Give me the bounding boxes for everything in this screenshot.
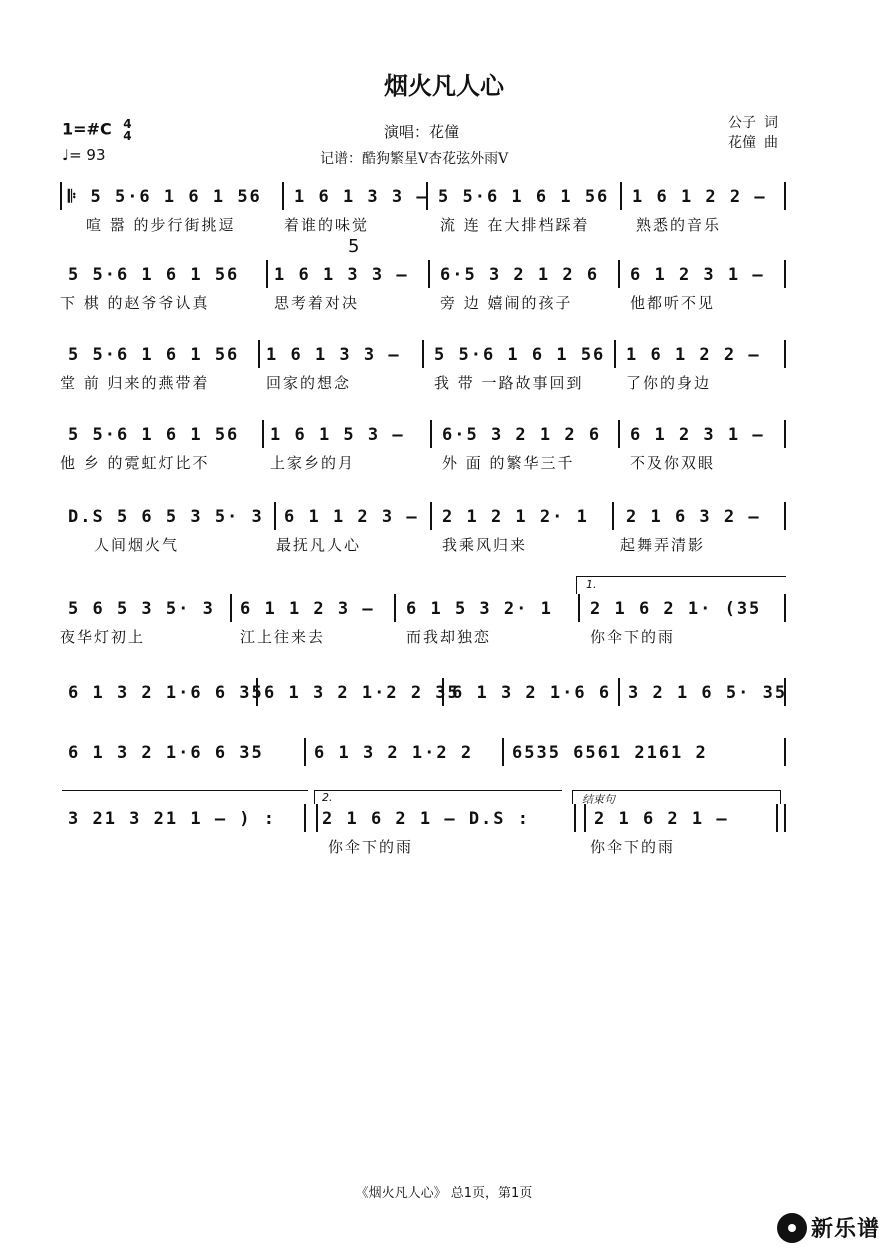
- tempo-marking: ♩= 93: [62, 146, 106, 164]
- volta-repeat-line: [62, 790, 308, 791]
- lyric-phrase: 着谁的味觉: [284, 216, 370, 234]
- measure-notes: 𝄆 5 5·6 1 6 1 56: [68, 187, 262, 207]
- measure-notes: 6·5 3 2 1 2 6: [442, 425, 602, 445]
- measure-notes: 6 1 3 2 1·6 6 35: [68, 683, 264, 703]
- score-system: [60, 338, 786, 396]
- lyric-phrase: 他都听不见: [630, 294, 716, 312]
- measure-notes: 2 1 2 1 2· 1: [442, 507, 589, 527]
- barline: [784, 420, 786, 448]
- lyric-phrase: 而我却独恋: [406, 628, 492, 646]
- lyric-phrase: 你伞下的雨: [590, 838, 676, 856]
- measure-notes: 5 5·6 1 6 1 56: [68, 265, 240, 285]
- time-top: 4: [123, 117, 132, 131]
- measure-notes: 6·5 3 2 1 2 6: [440, 265, 600, 285]
- volta-first-label: 1.: [586, 578, 597, 591]
- barline: [230, 594, 232, 622]
- logo-text: 新乐谱: [810, 1217, 880, 1242]
- measure-notes: 6 1 3 2 1·2 2 35: [264, 683, 460, 703]
- singer-credit: 演唱：花僮: [384, 123, 460, 141]
- barline: [618, 260, 620, 288]
- notation-line: [60, 802, 786, 836]
- barline: [620, 182, 622, 210]
- lyrics-line: [60, 626, 786, 650]
- lyric-phrase: 夜华灯初上: [60, 628, 146, 646]
- lyric-phrase: 喧 嚣 的步行街挑逗: [86, 216, 236, 234]
- measure-notes: 6 1 2 3 1 –: [630, 265, 765, 285]
- notation-line: [60, 258, 786, 292]
- measure-notes: 3 21 3 21 1 – ) :: [68, 809, 276, 829]
- page-footer: 《烟火凡人心》 总1页，第1页: [355, 1186, 533, 1201]
- lyric-phrase: 他 乡 的霓虹灯比不: [60, 454, 210, 472]
- measure-notes: 6 1 5 3 2· 1: [406, 599, 553, 619]
- measure-notes: 6 1 1 2 3 –: [240, 599, 375, 619]
- notation-line: [60, 180, 786, 214]
- measure-notes: 5 5·6 1 6 1 56: [434, 345, 606, 365]
- lyric-phrase: 回家的想念: [266, 374, 352, 392]
- lyric-phrase: 旁 边 嬉闹的孩子: [440, 294, 573, 312]
- barline: [258, 340, 260, 368]
- lyric-phrase: 我乘风归来: [442, 536, 528, 554]
- measure-notes: 1 6 1 3 3 –: [294, 187, 429, 207]
- volta-second-label: 2.: [322, 791, 333, 804]
- barline: [262, 420, 264, 448]
- composer-credit: [728, 132, 778, 152]
- barline: [428, 260, 430, 288]
- measure-notes: 1 6 1 2 2 –: [632, 187, 767, 207]
- lyric-phrase: 你伞下的雨: [590, 628, 676, 646]
- barline: [614, 340, 616, 368]
- lyrics-line: [60, 292, 786, 316]
- key-label: 1=#C: [62, 119, 112, 139]
- composer-name: 花僮: [728, 135, 756, 151]
- barline: [578, 594, 580, 622]
- measure-notes: 2 1 6 2 1 – D.S :: [322, 809, 530, 829]
- measure-notes: 6 1 3 2 1·6 6: [452, 683, 612, 703]
- score-system: [60, 676, 786, 734]
- key-signature: [62, 118, 132, 142]
- barline: [612, 502, 614, 530]
- lyric-phrase: 思考着对决: [274, 294, 360, 312]
- score-system: [60, 592, 786, 650]
- measure-notes: 2 1 6 2 1 –: [594, 809, 729, 829]
- lyric-phrase: 我 带 一路故事回到: [434, 374, 584, 392]
- score-system: [60, 418, 786, 476]
- barline: [784, 340, 786, 368]
- score-system: [60, 180, 786, 238]
- lyric-phrase: 江上往来去: [240, 628, 326, 646]
- barline: [316, 804, 318, 832]
- measure-notes: 6 1 2 3 1 –: [630, 425, 765, 445]
- barline: [618, 678, 620, 706]
- volta-ending-tick: [572, 790, 573, 804]
- measure-notes: 3 2 1 6 5· 35: [628, 683, 788, 703]
- measure-notes: 6 1 3 2 1·2 2: [314, 743, 474, 763]
- barline: [266, 260, 268, 288]
- transcriber-credit: 记谱：酷狗繁星V杏花弦外雨V: [320, 151, 509, 167]
- lyric-phrase: 流 连 在大排档踩着: [440, 216, 590, 234]
- measure-notes: 2 1 6 2 1· (35: [590, 599, 762, 619]
- composer-role: 曲: [764, 135, 778, 151]
- notation-line: [60, 736, 786, 770]
- lyric-phrase: 熟悉的音乐: [636, 216, 722, 234]
- lyrics-line: [60, 214, 786, 238]
- volta-first-line: [576, 576, 786, 577]
- notation-line: [60, 592, 786, 626]
- volta-ending-label: 结束句: [582, 793, 615, 806]
- volta-first-tick: [576, 576, 577, 594]
- lyricist-credit: [728, 112, 778, 132]
- barline: [422, 340, 424, 368]
- notation-line: [60, 338, 786, 372]
- score-system: [60, 736, 786, 794]
- barline: [274, 502, 276, 530]
- measure-notes: 5 5·6 1 6 1 56: [438, 187, 610, 207]
- score-system: [60, 258, 786, 316]
- barline: [584, 804, 586, 832]
- measure-notes: 5 5·6 1 6 1 56: [68, 425, 240, 445]
- barline: [784, 804, 786, 832]
- lyric-phrase: 不及你双眼: [630, 454, 716, 472]
- lyric-phrase: 下 棋 的赵爷爷认真: [60, 294, 210, 312]
- barline: [304, 738, 306, 766]
- measure-notes: 1 6 1 2 2 –: [626, 345, 761, 365]
- lyricist-role: 词: [764, 115, 778, 131]
- site-logo: [777, 1212, 880, 1243]
- lyric-phrase: 外 面 的繁华三千: [442, 454, 575, 472]
- lyric-phrase: 堂 前 归来的燕带着: [60, 374, 210, 392]
- barline: [784, 738, 786, 766]
- barline: [430, 420, 432, 448]
- measure-notes: 1 6 1 3 3 –: [274, 265, 409, 285]
- record-disc-icon: [777, 1213, 807, 1243]
- measure-notes: D.S 5 6 5 3 5· 3: [68, 507, 264, 527]
- barline: [784, 182, 786, 210]
- lyric-phrase: 你伞下的雨: [328, 838, 414, 856]
- measure-notes: 5 5·6 1 6 1 56: [68, 345, 240, 365]
- song-title: 烟火凡人心: [384, 72, 504, 100]
- measure-notes: 1 6 1 3 3 –: [266, 345, 401, 365]
- volta-ending-tick-right: [780, 790, 781, 804]
- lyrics-line: [60, 452, 786, 476]
- barline: [430, 502, 432, 530]
- measure-notes: 6 1 1 2 3 –: [284, 507, 419, 527]
- barline: [784, 260, 786, 288]
- notation-line: [60, 500, 786, 534]
- lyric-phrase: 最抚凡人心: [276, 536, 362, 554]
- time-bottom: 4: [123, 129, 132, 143]
- barline: [282, 182, 284, 210]
- lyrics-line: [60, 836, 786, 860]
- lyric-phrase: 上家乡的月: [270, 454, 356, 472]
- notation-line: [60, 676, 786, 710]
- lyrics-line: [60, 534, 786, 558]
- lyric-phrase: 了你的身边: [626, 374, 712, 392]
- lyric-phrase: 人间烟火气: [94, 536, 180, 554]
- barline: [618, 420, 620, 448]
- volta-second-tick: [314, 790, 315, 804]
- measure-notes: 6535 6561 2161 2: [512, 743, 708, 763]
- barline: [776, 804, 778, 832]
- lyrics-line: [60, 372, 786, 396]
- barline: [502, 738, 504, 766]
- measure-notes: 5 6 5 3 5· 3: [68, 599, 215, 619]
- notation-line: [60, 418, 786, 452]
- barline: [784, 502, 786, 530]
- barline: [60, 182, 62, 210]
- rehearsal-mark: 5: [348, 236, 360, 257]
- measure-notes: 6 1 3 2 1·6 6 35: [68, 743, 264, 763]
- barline: [784, 594, 786, 622]
- score-system: [60, 500, 786, 558]
- score-system: [60, 802, 786, 860]
- lyricist-name: 公子: [728, 115, 756, 131]
- volta-second-line: [314, 790, 562, 791]
- time-signature: [123, 118, 131, 142]
- barline: [394, 594, 396, 622]
- measure-notes: 2 1 6 3 2 –: [626, 507, 761, 527]
- barline: [304, 804, 306, 832]
- lyric-phrase: 起舞弄清影: [620, 536, 706, 554]
- measure-notes: 1 6 1 5 3 –: [270, 425, 405, 445]
- barline: [574, 804, 576, 832]
- lyrics-line: [60, 710, 786, 734]
